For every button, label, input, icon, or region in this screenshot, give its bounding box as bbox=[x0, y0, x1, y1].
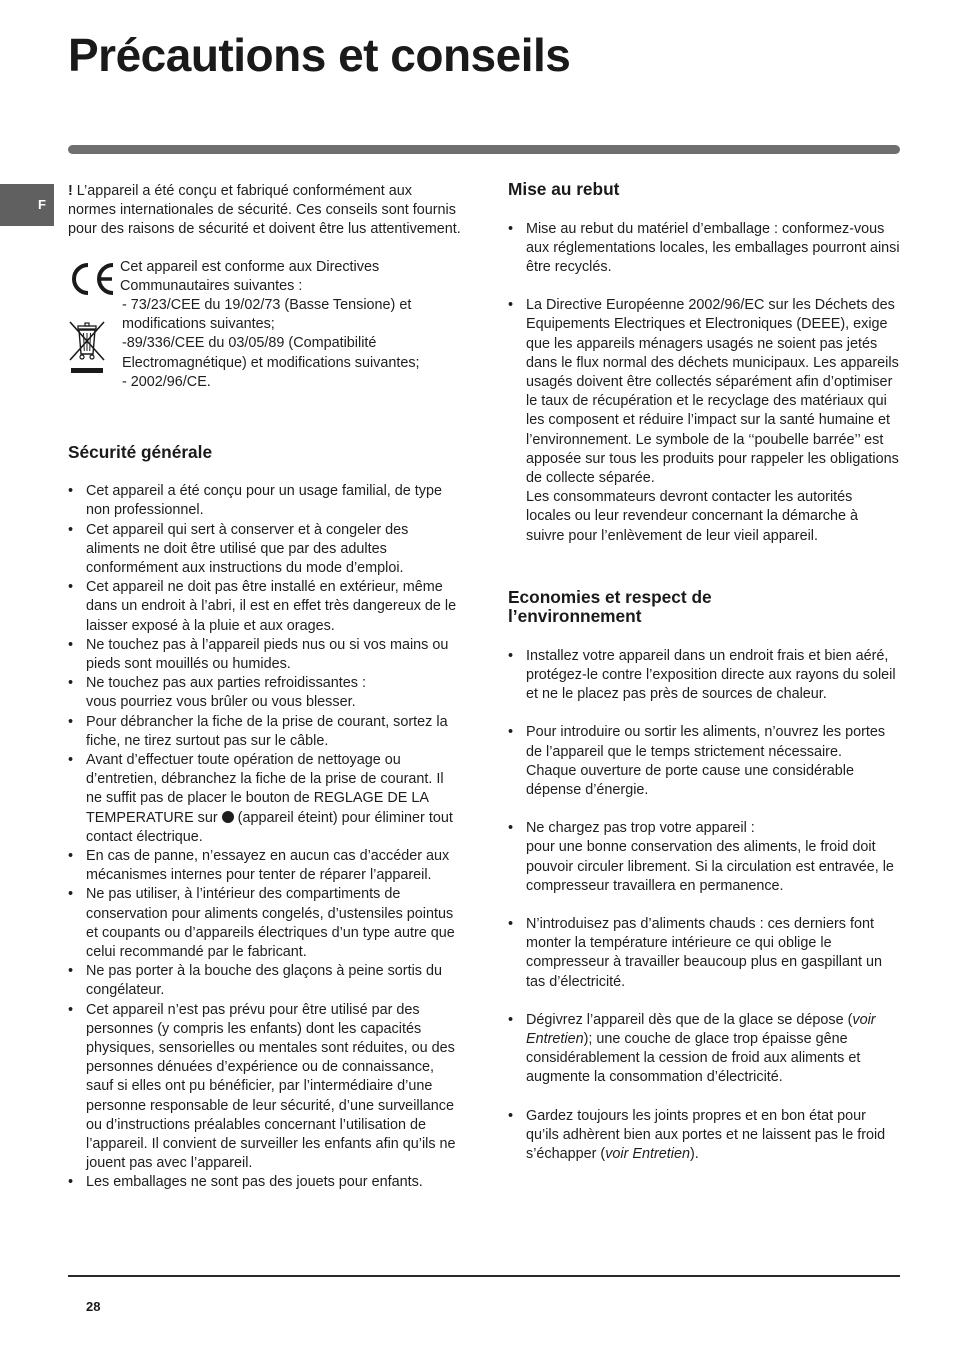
eco-list bbox=[508, 647, 900, 1164]
list-item: • Cet appareil n’est pas prévu pour être utilisé par des personnes (y compris les enfants) dont les capacités physiques, sensorielles ou mentales sont réduites, ou des personnes dénuées d’expérience ou de connaissance, sauf si elles ont pu bénéficier, par l’intermédiaire d’une personne responsable de leur sécurité, d’une surveillance ou d’instructions préalables concernant l’utilisation de l’appareil. Il convient de surveiller les enfants afin qu’ils ne jouent pas avec l’appareil. bbox=[68, 1001, 462, 1174]
ce-mark-icon bbox=[68, 262, 116, 296]
heading-line: Economies et respect de bbox=[508, 586, 712, 607]
list-item: • Cet appareil qui sert à conserver et à congeler des aliments ne doit être utilisé que par des adultes conformément aux instructions du mode d’emploi. bbox=[68, 521, 462, 579]
list-item bbox=[508, 1011, 900, 1088]
list-item-text: Ne chargez pas trop votre appareil : bbox=[526, 820, 755, 837]
list-item: • Les emballages ne sont pas des jouets pour enfants. bbox=[68, 1173, 462, 1192]
warning-mark: ! bbox=[68, 183, 73, 199]
list-item bbox=[508, 296, 900, 546]
list-item-text: vous pourriez vous brûler ou vous blesser. bbox=[86, 694, 356, 711]
list-item: • En cas de panne, n’essayez en aucun cas d’accéder aux mécanismes internes pour tenter de réparer l’appareil. bbox=[68, 847, 462, 885]
list-item bbox=[508, 1107, 900, 1165]
list-item: • Pour débrancher la fiche de la prise de courant, sortez la fiche, ne tirez surtout pas sur le câble. bbox=[68, 713, 462, 751]
conformity-line: - 73/23/CEE du 19/02/73 (Basse Tensione) et bbox=[122, 297, 412, 314]
list-item-text: Chaque ouverture de porte cause une considérable dépense d’énergie. bbox=[526, 762, 855, 798]
list-item: • Cet appareil ne doit pas être installé en extérieur, même dans un endroit à l’abri, il est en effet très dangereux de le laisser exposé à la pluie et aux orages. bbox=[68, 578, 462, 636]
conformity-line: Cet appareil est conforme aux Directives bbox=[120, 258, 380, 275]
list-item: • Ne pas utiliser, à l’intérieur des compartiments de conservation pour aliments congelés, d’ustensiles pointus et coupants ou d’appareils électriques d’un type autre que celui recommandé par le fabricant. bbox=[68, 885, 462, 962]
footer-rule bbox=[68, 1275, 900, 1277]
list-item: • Ne pas porter à la bouche des glaçons à peine sortis du congélateur. bbox=[68, 962, 462, 1000]
title-rule bbox=[68, 145, 900, 154]
list-item-text: ). bbox=[690, 1146, 699, 1163]
list-item: • N’introduisez pas d’aliments chauds : ces derniers font monter la température intérieure ce qui oblige le compresseur à travailler beaucoup plus en gaspillant un tas d’électricité. bbox=[508, 915, 900, 992]
cross-reference: voir Entretien bbox=[526, 1011, 876, 1047]
page-number: 28 bbox=[86, 1299, 101, 1314]
off-position-dot-icon bbox=[222, 811, 234, 823]
section-heading-eco bbox=[508, 588, 900, 627]
conformity-line: Electromagnétique) et modifications suivantes; bbox=[122, 354, 420, 371]
conformity-line: Communautaires suivantes : bbox=[120, 277, 303, 294]
list-item-text: La Directive Européenne 2002/96/EC sur les Déchets des Equipements Electriques et Electroniques (DEEE), exige que les appareils ménagers usagés ne soient pas jetés dans le flux normal des déchets municipaux. Les appareils usagés doivent être collectés séparément afin d’optimiser le taux de récupération et le recyclage des matériaux qui les composent et réduire l’impact sur la santé humaine et l’environnement. Le symbole de la ‘‘poubelle barrée’’ est apposée sur tous les produits pour rappeler les obligations de collecte séparée. bbox=[526, 297, 899, 486]
conformity-text bbox=[120, 258, 462, 392]
securite-list bbox=[68, 482, 462, 1193]
right-column bbox=[508, 180, 900, 1164]
intro-text: L’appareil a été conçu et fabriqué conformément aux normes internationales de sécurité. Ces conseils sont fournis pour des raisons de sécurité et doivent être lus attentivement. bbox=[68, 183, 461, 238]
list-item-text: Pour introduire ou sortir les aliments, n’ouvrez les portes de l’appareil que le temps strictement nécessaire. bbox=[526, 724, 886, 760]
list-item: • Cet appareil a été conçu pour un usage familial, de type non professionnel. bbox=[68, 482, 462, 520]
list-item-text: Dégivrez l’appareil dès que de la glace se dépose ( bbox=[526, 1011, 853, 1028]
list-item bbox=[68, 751, 462, 847]
list-item-text: Ne touchez pas aux parties refroidissantes : bbox=[86, 675, 366, 692]
cross-reference: voir Entretien bbox=[605, 1146, 690, 1163]
left-column bbox=[68, 182, 462, 1193]
conformity-line: - 2002/96/CE. bbox=[122, 373, 211, 390]
section-heading-securite: Sécurité générale bbox=[68, 441, 213, 462]
heading-line: l’environnement bbox=[508, 606, 642, 627]
language-tab: F bbox=[0, 184, 54, 226]
list-item-text: Les consommateurs devront contacter les autorités locales ou leur revendeur concernant la démarche à suivre pour l’enlèvement de leur vieil appareil. bbox=[526, 489, 858, 544]
list-item bbox=[68, 674, 462, 712]
list-item bbox=[508, 723, 900, 800]
list-item-text: Gardez toujours les joints propres et en bon état pour qu’ils adhèrent bien aux portes et ne laissent pas le froid s’échapper ( bbox=[526, 1107, 886, 1163]
list-item-text: ); une couche de glace trop épaisse gêne considérablement la cession de froid aux aliments et augmente la consommation d’électricité. bbox=[526, 1031, 861, 1086]
list-item: • Installez votre appareil dans un endroit frais et bien aéré, protégez-le contre l’exposition directe aux rayons du soleil et ne le placez pas près de sources de chaleur. bbox=[508, 647, 900, 705]
list-item-text: pour une bonne conservation des aliments, le froid doit pouvoir circuler librement. Si la circulation est entravée, le compresseur travaillera en permanence. bbox=[526, 839, 894, 894]
page-title: Précautions et conseils bbox=[68, 29, 571, 81]
conformity-line: modifications suivantes; bbox=[122, 316, 275, 333]
section-heading-rebut: Mise au rebut bbox=[508, 179, 620, 199]
list-item: • Mise au rebut du matériel d’emballage : conformez-vous aux réglementations locales, les emballages pourront ainsi être recyclés. bbox=[508, 220, 900, 278]
rebut-list bbox=[508, 220, 900, 546]
conformity-block bbox=[68, 258, 462, 390]
crossed-bin-icon bbox=[68, 320, 106, 378]
conformity-line: -89/336/CEE du 03/05/89 (Compatibilité bbox=[122, 335, 377, 352]
list-item-text: Avant d’effectuer toute opération de nettoyage ou d’entretien, débranchez la fiche de la prise de courant. Il ne suffit pas de placer le bouton de REGLAGE DE LA TEMPERATURE sur bbox=[86, 751, 444, 826]
list-item-text: (appareil éteint) pour éliminer tout contact électrique. bbox=[86, 809, 453, 845]
list-item bbox=[508, 819, 900, 896]
intro-paragraph bbox=[68, 182, 462, 240]
list-item: • Ne touchez pas à l’appareil pieds nus ou si vos mains ou pieds sont mouillés ou humides. bbox=[68, 636, 462, 674]
